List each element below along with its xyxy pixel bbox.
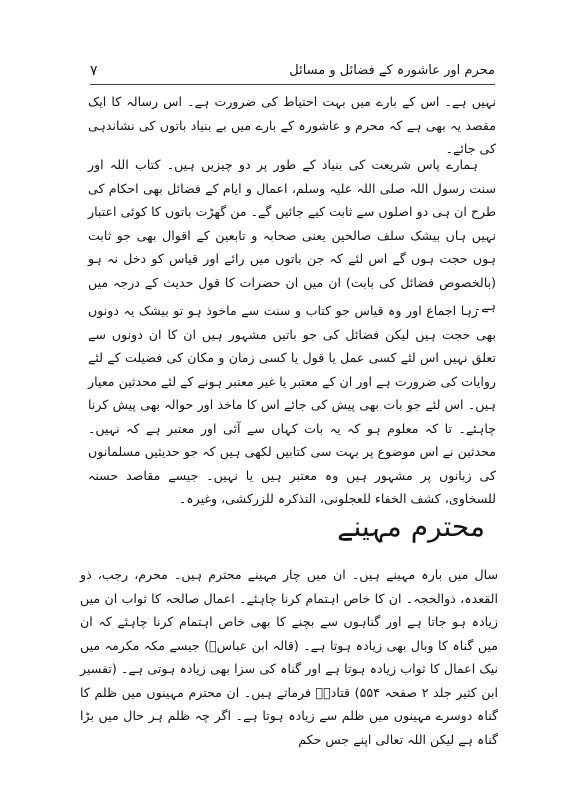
section-heading: محترم مہینے — [337, 510, 485, 543]
running-header-title: محرم اور عاشورہ کے فضائل و مسائل — [289, 63, 495, 78]
header-rule — [90, 84, 495, 85]
page-number: ۷ — [90, 63, 98, 79]
body-paragraph-3: رہا اجماع اور وہ قیاس جو کتاب و سنت سے ماخوذ ہو تو بیشک یہ دونوں بھی حجت ہیں لیکن فضائل کی جو باتیں مشہور ہیں ان کا ان دونوں سے تعلق نہیں اس لئے کسی عمل یا قول یا کسی زمان و مکان کی فضیلت کے لئے روایات کی ضرورت ہے اور ان کے معتبر یا غیر معتبر ہونے کے لئے محدثین معیار ہیں۔ اس لئے جو بات بھی پیش کی جائے اس کا ماخذ اور حوالہ بھی پیش کرنا چاہئے۔ تا کہ معلوم ہو کہ یہ بات کہاں سے آئی اور معتبر ہے کہ نہیں۔ محدثین نے اس موضوع پر بہت سی کتابیں لکھی ہیں کہ جو حدیثیں مسلمانوں کی زبانوں پر مشہور ہیں وہ معتبر ہیں یا نہیں۔ جیسے مقاصد حسنہ للسخاوی، کشف الخفاء للعجلونی، التذکرہ للزرکشی، وغیرہ۔ — [88, 303, 496, 506]
section-paragraph: سال میں بارہ مہینے ہیں۔ ان میں چار مہینے محترم ہیں۔ محرم، رجب، ذو القعدہ، ذوالحجہ۔ ان کا خاص اہتمام کرنا چاہئے۔ اعمال صالحہ کا ثواب ان میں زیادہ ہو جاتا ہے اور گناہوں سے بچنے کا بھی خاص اہتمام کرنا چاہئے کہ ان میں گناہ کا وبال بھی زیادہ ہوتا ہے۔ (قالہ ابن عباسؓ) جیسے مکہ مکرمہ میں نیک اعمال کا ثواب زیادہ ہوتا ہے اور گناہ کی سزا بھی زیادہ ہوتی ہے۔ (تفسیر ابن کثیر جلد ۲ صفحہ ۵۵۴) قتادہؒ فرماتے ہیں۔ ان محترم مہینوں میں ظلم کا گناہ دوسرے مہینوں میں ظلم سے زیادہ ہوتا ہے۔ اگر چہ ظلم ہر حال میں بڑا گناہ ہے لیکن اللہ تعالی اپنے جس حکم — [80, 567, 498, 747]
running-header — [90, 60, 495, 82]
body-paragraph-2: ہمارے پاس شریعت کی بنیاد کے طور پر دو چیزیں ہیں۔ کتاب اللہ اور سنت رسول اللہ صلی اللہ علیہ وسلم، اعمال و ایام کے فضائل بھی احکام کی طرح ان ہی دو اصلوں سے ثابت کیے جائیں گے۔ من گھڑت باتوں کا کوئی اعتبار نہیں ہاں بیشک سلف صالحین یعنی صحابہ و تابعین کے اقوال بھی جو ثابت ہوں حجت ہوں گے اس لئے کہ جن باتوں میں رائے اور قیاس کو دخل نہ ہو (بالخصوص فضائل کی بابت) ان میں ان حضرات کا قول حدیث کے درجہ میں ہے۔ — [88, 157, 496, 313]
body-paragraph-1: نہیں ہے۔ اس کے بارے میں بہت احتیاط کی ضرورت ہے۔ اس رسالہ کا ایک مقصد یہ بھی ہے کہ محرم و عاشورہ کے بارے میں بے بنیاد باتوں کی نشاندہی کی جائے۔ — [88, 94, 496, 156]
